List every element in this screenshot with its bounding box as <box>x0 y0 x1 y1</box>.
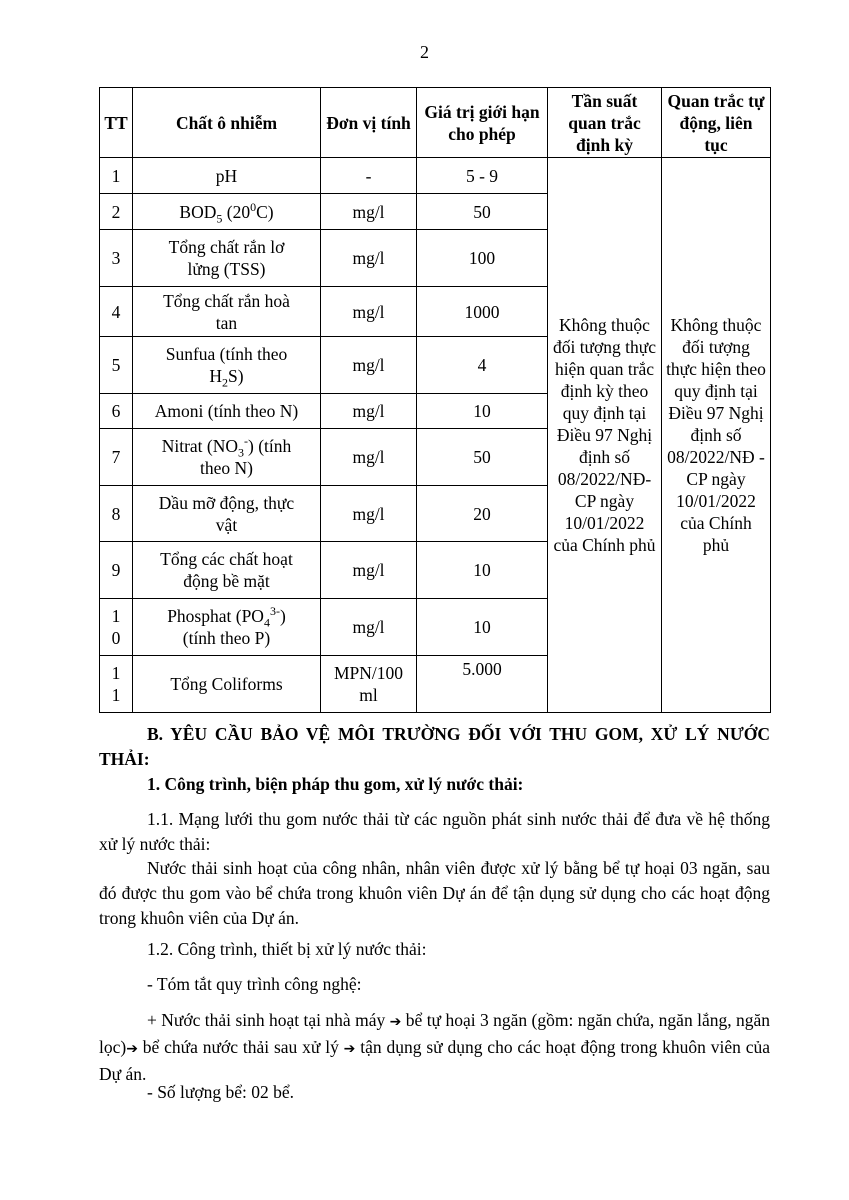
row-pollutant <box>133 194 321 230</box>
page-number: 2 <box>420 42 429 62</box>
arrow-right-icon: ➔ <box>126 1041 138 1057</box>
paragraph-domestic-wastewater: Nước thải sinh hoạt của công nhân, nhân viên được xử lý bằng bể tự hoại 03 ngăn, sau đó được thu gom vào bể chứa trong khuôn viên Dự án để tận dụng sử dụng cho các hoạt động trong khuôn viên của Dự án. <box>99 858 770 928</box>
row-limit: 50 <box>417 194 548 230</box>
row-pollutant: Tổng chất rắn hoà tan <box>133 287 321 337</box>
row-unit: mg/l <box>321 194 417 230</box>
row-limit: 50 <box>417 429 548 486</box>
pollutant-text: Sunfua (tính theo H <box>165 344 288 386</box>
paragraph-process-flow <box>99 1008 770 1087</box>
pollutant-limits-table <box>99 87 771 713</box>
row-pollutant: Dầu mỡ động, thực vật <box>133 486 321 542</box>
row-tt: 4 <box>100 287 133 337</box>
row-tt: 6 <box>100 394 133 429</box>
row-unit: mg/l <box>321 394 417 429</box>
section-b-title: B. YÊU CẦU BẢO VỆ MÔI TRƯỜNG ĐỐI VỚI THU GOM, XỬ LÝ NƯỚC THẢI: <box>99 724 770 769</box>
header-frequency: Tần suất quan trắc định kỳ <box>548 88 662 158</box>
subscript: 4 <box>263 615 270 630</box>
table-row <box>100 158 771 194</box>
row-unit: - <box>321 158 417 194</box>
paragraph-process-summary: - Tóm tắt quy trình công nghệ: <box>147 974 362 994</box>
superscript: 0 <box>250 199 257 214</box>
row-unit: mg/l <box>321 230 417 287</box>
row-pollutant <box>133 429 321 486</box>
row-limit: 20 <box>417 486 548 542</box>
row-pollutant: Tổng Coliforms <box>133 656 321 713</box>
row-pollutant <box>133 599 321 656</box>
row-limit: 100 <box>417 230 548 287</box>
subscript: 3 <box>238 445 245 460</box>
superscript: - <box>244 434 249 449</box>
row-tt: 5 <box>100 337 133 394</box>
row-pollutant: pH <box>133 158 321 194</box>
row-unit: mg/l <box>321 337 417 394</box>
pollutant-text: S) <box>228 366 244 386</box>
row-tt: 7 <box>100 429 133 486</box>
table-header-row <box>100 88 771 158</box>
process-step: bể chứa nước thải sau xử lý <box>142 1037 339 1057</box>
header-limit: Giá trị giới hạn cho phép <box>417 88 548 158</box>
pollutant-text: Nitrat (NO <box>161 436 239 456</box>
paragraph-tank-count: - Số lượng bể: 02 bể. <box>147 1082 295 1102</box>
row-tt: 1 <box>100 158 133 194</box>
row-unit: MPN/100 ml <box>321 656 417 713</box>
row-unit: mg/l <box>321 599 417 656</box>
pollutant-text: ) (tính theo N) <box>200 436 292 478</box>
process-step: bể tự hoại 3 ngăn (gồm: ngăn chứa, ngăn lắng, ngăn lọc) <box>99 1010 771 1057</box>
process-step: tận dụng sử dụng cho các hoạt động trong khuôn viên của Dự án. <box>99 1037 770 1084</box>
header-auto: Quan trắc tự động, liên tục <box>662 88 771 158</box>
superscript: 3- <box>269 604 280 619</box>
frequency-note: Không thuộc đối tượng thực hiện quan trắc định kỳ theo quy định tại Điều 97 Nghị định số 08/2022/NĐ-CP ngày 10/01/2022 của Chính phủ <box>548 158 662 713</box>
process-step: + Nước thải sinh hoạt tại nhà máy <box>147 1010 386 1030</box>
row-limit: 5 - 9 <box>417 158 548 194</box>
row-pollutant: Tổng chất rắn lơ lửng (TSS) <box>133 230 321 287</box>
pollutant-text: ) (tính theo P) <box>182 606 286 648</box>
header-tt: TT <box>100 88 133 158</box>
row-tt: 2 <box>100 194 133 230</box>
row-tt: 11 <box>100 656 133 713</box>
row-unit: mg/l <box>321 486 417 542</box>
row-limit: 1000 <box>417 287 548 337</box>
row-limit: 10 <box>417 542 548 599</box>
auto-monitoring-note: Không thuộc đối tượng thực hiện theo quy định tại Điều 97 Nghị định số 08/2022/NĐ -CP ngày 10/01/2022 của Chính phủ <box>662 158 771 713</box>
pollutant-text: (20 <box>222 201 251 222</box>
row-pollutant <box>133 337 321 394</box>
paragraph-1-1: 1.1. Mạng lưới thu gom nước thải từ các nguồn phát sinh nước thải để đưa về hệ thống xử lý nước thải: <box>99 809 770 854</box>
subscript: 5 <box>216 211 223 225</box>
header-unit: Đơn vị tính <box>321 88 417 158</box>
row-limit: 5.000 <box>417 656 548 713</box>
row-tt: 8 <box>100 486 133 542</box>
header-pollutant: Chất ô nhiễm <box>133 88 321 158</box>
pollutant-text: Phosphat (PO <box>167 606 264 626</box>
row-limit: 10 <box>417 394 548 429</box>
row-limit: 10 <box>417 599 548 656</box>
paragraph-1-2: 1.2. Công trình, thiết bị xử lý nước thải: <box>147 939 427 959</box>
arrow-right-icon: ➔ <box>389 1014 402 1030</box>
row-limit: 4 <box>417 337 548 394</box>
row-tt: 3 <box>100 230 133 287</box>
row-tt: 10 <box>100 599 133 656</box>
row-pollutant: Amoni (tính theo N) <box>133 394 321 429</box>
arrow-right-icon: ➔ <box>343 1041 356 1057</box>
subsection-1-title: 1. Công trình, biện pháp thu gom, xử lý nước thải: <box>147 774 524 794</box>
pollutant-text: C) <box>256 201 274 222</box>
row-pollutant: Tổng các chất hoạt động bề mặt <box>133 542 321 599</box>
row-unit: mg/l <box>321 542 417 599</box>
row-unit: mg/l <box>321 429 417 486</box>
row-unit: mg/l <box>321 287 417 337</box>
subscript: 2 <box>222 375 229 390</box>
row-tt: 9 <box>100 542 133 599</box>
pollutant-text: BOD <box>179 201 217 222</box>
